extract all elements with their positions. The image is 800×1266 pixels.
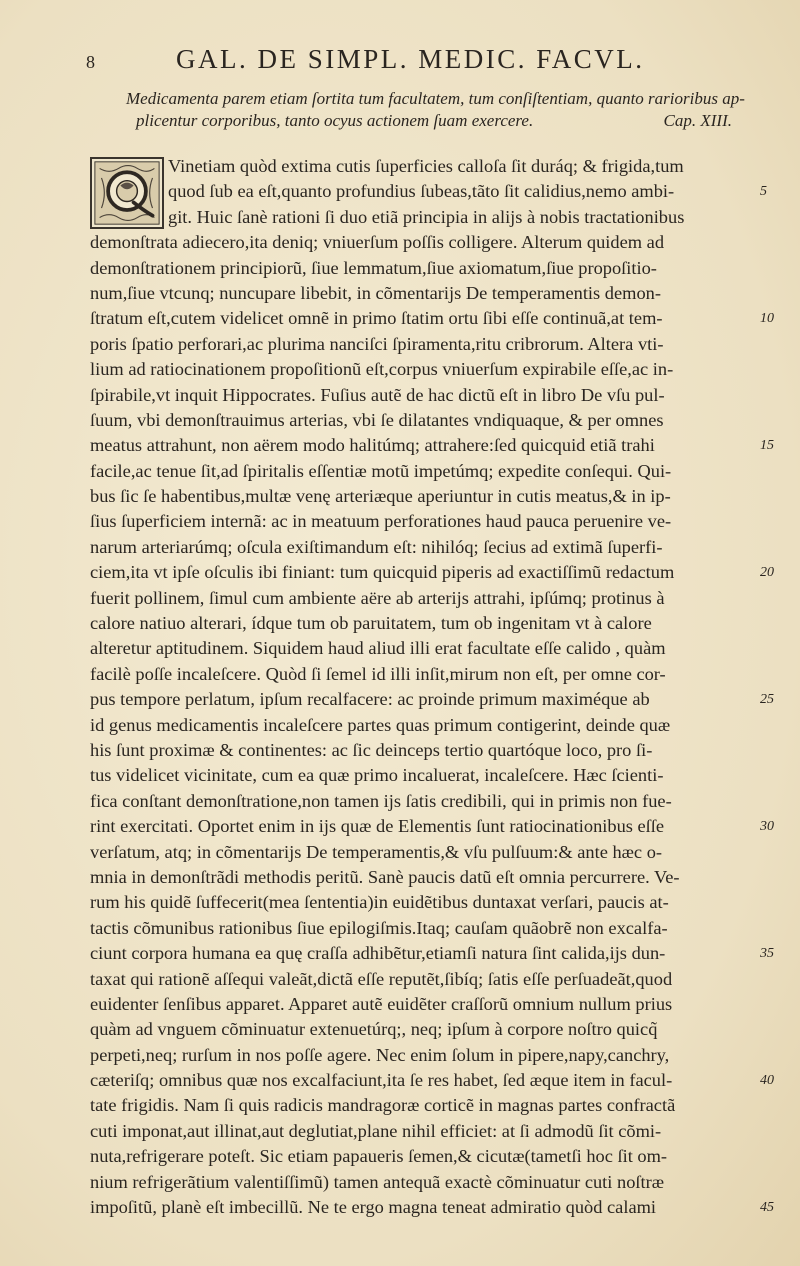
text-line: ſuum, vbi demonſtrauimus arterias, vbi ſe dilatantes vndiquaque, & per omnes: [90, 409, 664, 430]
text-line: nuta,refrigerare poteſt. Sic etiam papaueris ſemen,& cicutæ(tametſi hoc ſit om-: [90, 1146, 668, 1167]
text-line: ciunt corpora humana ea quę craſſa adhibẽtur,etiamſi natura ſint calida,ijs dun-: [90, 943, 666, 964]
text-line: cuti imponat,aut illinat,aut deglutiat,plane nihil efficiet: at ſi admodũ ſit cõmi-: [90, 1120, 662, 1141]
margin-line-number: 25: [760, 692, 774, 708]
text-line: cæteriſq; omnibus quæ nos excalfaciunt,ita ſe res habet, ſed æque item in facul-: [90, 1070, 673, 1091]
text-line: ſpirabile,vt inquit Hippocrates. Fuſius autẽ de hac dictũ eſt in libro De vſu pul-: [90, 384, 665, 405]
margin-line-number: 45: [760, 1200, 774, 1216]
text-line: nium refrigerãtium valentiſſimũ) tamen antequã exactè cõminuatur cuti noſtræ: [90, 1171, 664, 1192]
text-line: impoſitũ, planè eſt imbecillũ. Ne te ergo magna teneat admiratio quòd calami: [90, 1197, 657, 1218]
text-line: id genus medicamentis incaleſcere partes quas primum contigerint, deinde quæ: [90, 714, 671, 735]
text-line: poris ſpatio perforari,ac plurima nanciſci ſpiramenta,ritu cribrorum. Altera vti-: [90, 333, 664, 354]
text-line: fica conſtant demonſtratione,non tamen ijs ſatis credibili, qui in primis non fue-: [90, 790, 672, 811]
text-line: his ſunt proximæ & continentes: ac ſic deinceps tertio quartóque loco, pro ſi-: [90, 739, 653, 760]
text-line: demonſtrationem principiorũ, ſiue lemmatum,ſiue axiomatum,ſiue propoſitio-: [90, 257, 657, 278]
text-line: ſius ſuperficiem internã: ac in meatuum perforationes haud pauca peruenire ve-: [90, 511, 672, 532]
text-line: calore natiuo alterari, ídque tum ob paruitatem, tum ob ingenitam vt à calore: [90, 613, 652, 634]
text-line: git. Huic ſanè rationi ſi duo etiã principia in alijs à nobis tractationibus: [168, 206, 685, 227]
text-line: lium ad ratiocinationem propoſitionũ eſt,corpus vniuerſum expirabile eſſe,ac in-: [90, 359, 674, 380]
margin-line-number: 5: [760, 184, 767, 200]
margin-line-number: 20: [760, 565, 774, 581]
text-line: demonſtrata adiecero,ita deniq; vniuerſum poſſis colligere. Alterum quidem ad: [90, 232, 665, 253]
page-number: 8: [86, 52, 95, 72]
margin-line-number: 30: [760, 819, 774, 835]
margin-line-number: 40: [760, 1073, 774, 1089]
running-header: [86, 44, 786, 78]
margin-line-number: 35: [760, 946, 774, 962]
text-line: meatus attrahunt, non aërem modo halitúmq; attrahere:ſed quicquid etiã trahi: [90, 435, 655, 456]
text-line: rum his quidẽ ſuffecerit(mea ſententia)in euidẽtibus duntaxat verſari, paucis at-: [90, 892, 669, 913]
text-line: facilè poſſe incaleſcere. Quòd ſi ſemel id illi inſit,mirum non eſt, per omne cor-: [90, 663, 666, 684]
margin-line-number: 10: [760, 311, 774, 327]
text-line: rint exercitati. Oportet enim in ijs quæ de Elementis ſunt ratiocinationibus eſſe: [90, 816, 665, 837]
text-line: narum arteriarúmq; oſcula exiſtimandum eſt: nihilóq; ſecius ad extimã ſuperfi-: [90, 536, 663, 557]
text-line: num,ſiue vtcunq; nuncupare libebit, in cõmentarijs De temperamentis demon-: [90, 282, 661, 303]
text-line: quod ſub ea eſt,quanto profundius ſubeas,tãto ſit calidius,nemo ambi-: [168, 181, 675, 202]
text-line: ciem,ita vt ipſe oſculis ibi finiant: tum quicquid piperis ad exactiſſimũ redactum: [90, 562, 675, 583]
text-line: verſatum, atq; in cõmentarijs De temperamentis,& vſu pulſuum:& ante hæc o-: [90, 841, 663, 862]
text-line: tate frigidis. Nam ſi quis radicis mandragoræ corticẽ in magnas partes confractã: [90, 1095, 676, 1116]
chapter-title-line-2: plicentur corporibus, tanto ocyus actionem ſuam exercere.: [136, 111, 534, 130]
text-line: fuerit pollinem, ſimul cum ambiente aëre ab arterijs attrahi, ipſúmq; protinus à: [90, 587, 665, 608]
text-line: quàm ad vnguem cõminuatur extenuetúrq;, neq; ipſum à corpore noſtro quicq̃: [90, 1019, 658, 1040]
chapter-number: Cap. XIII.: [663, 111, 732, 130]
text-line: Vinetiam quòd extima cutis ſuperficies calloſa ſit duráq; & frigida,tum: [168, 156, 684, 176]
text-line: euidenter ſenſibus apparet. Apparet autẽ euidẽter craſſorũ omnium nullum prius: [90, 993, 673, 1014]
text-line: tus videlicet vicinitate, cum ea quæ primo incaluerat, incaleſcere. Hæc ſcienti-: [90, 765, 664, 786]
text-line: bus ſic ſe habentibus,multæ venę arteriæque aperiuntur in cutis meatus,& in ip-: [90, 486, 671, 507]
text-line: facile,ac tenue ſit,ad ſpiritalis eſſentiæ motũ impetúmq; expedite conſequi. Qui-: [90, 460, 672, 481]
text-line: taxat qui rationẽ aſſequi valeãt,dictã eſſe reputẽt,ſibíq; ſatis eſſe perſuadeãt,quod: [90, 968, 673, 989]
text-line: tactis cõmunibus rationibus ſiue epilogiſmis.Itaq; cauſam quãobrẽ non excalfa-: [90, 917, 668, 938]
chapter-title-line-1: Medicamenta parem etiam ſortita tum facultatem, tum conſiſtentiam, quanto rarioribus ap-: [126, 89, 745, 108]
text-line: mnia in demonſtrãdi methodis peritũ. Sanè paucis datũ eſt omnia percurrere. Ve-: [90, 866, 680, 887]
text-line: pus tempore perlatum, ipſum recalfacere: ac proinde primum maximéque ab: [90, 689, 650, 710]
text-line: alteretur aptitudinem. Siquidem haud aliud illi erat facultate eſſe calido , quàm: [90, 638, 666, 659]
text-line: ſtratum eſt,cutem videlicet omnẽ in primo ſtatim ortu ſibi eſſe continuã,at tem-: [90, 308, 663, 329]
body-text: [90, 154, 764, 1220]
running-title: GAL. DE SIMPL. MEDIC. FACVL.: [176, 44, 645, 74]
margin-line-number: 15: [760, 438, 774, 454]
text-line: perpeti,neq; rurſum in nos poſſe agere. Nec enim ſolum in pipere,napy,canchry,: [90, 1044, 670, 1065]
chapter-heading: [126, 88, 746, 132]
